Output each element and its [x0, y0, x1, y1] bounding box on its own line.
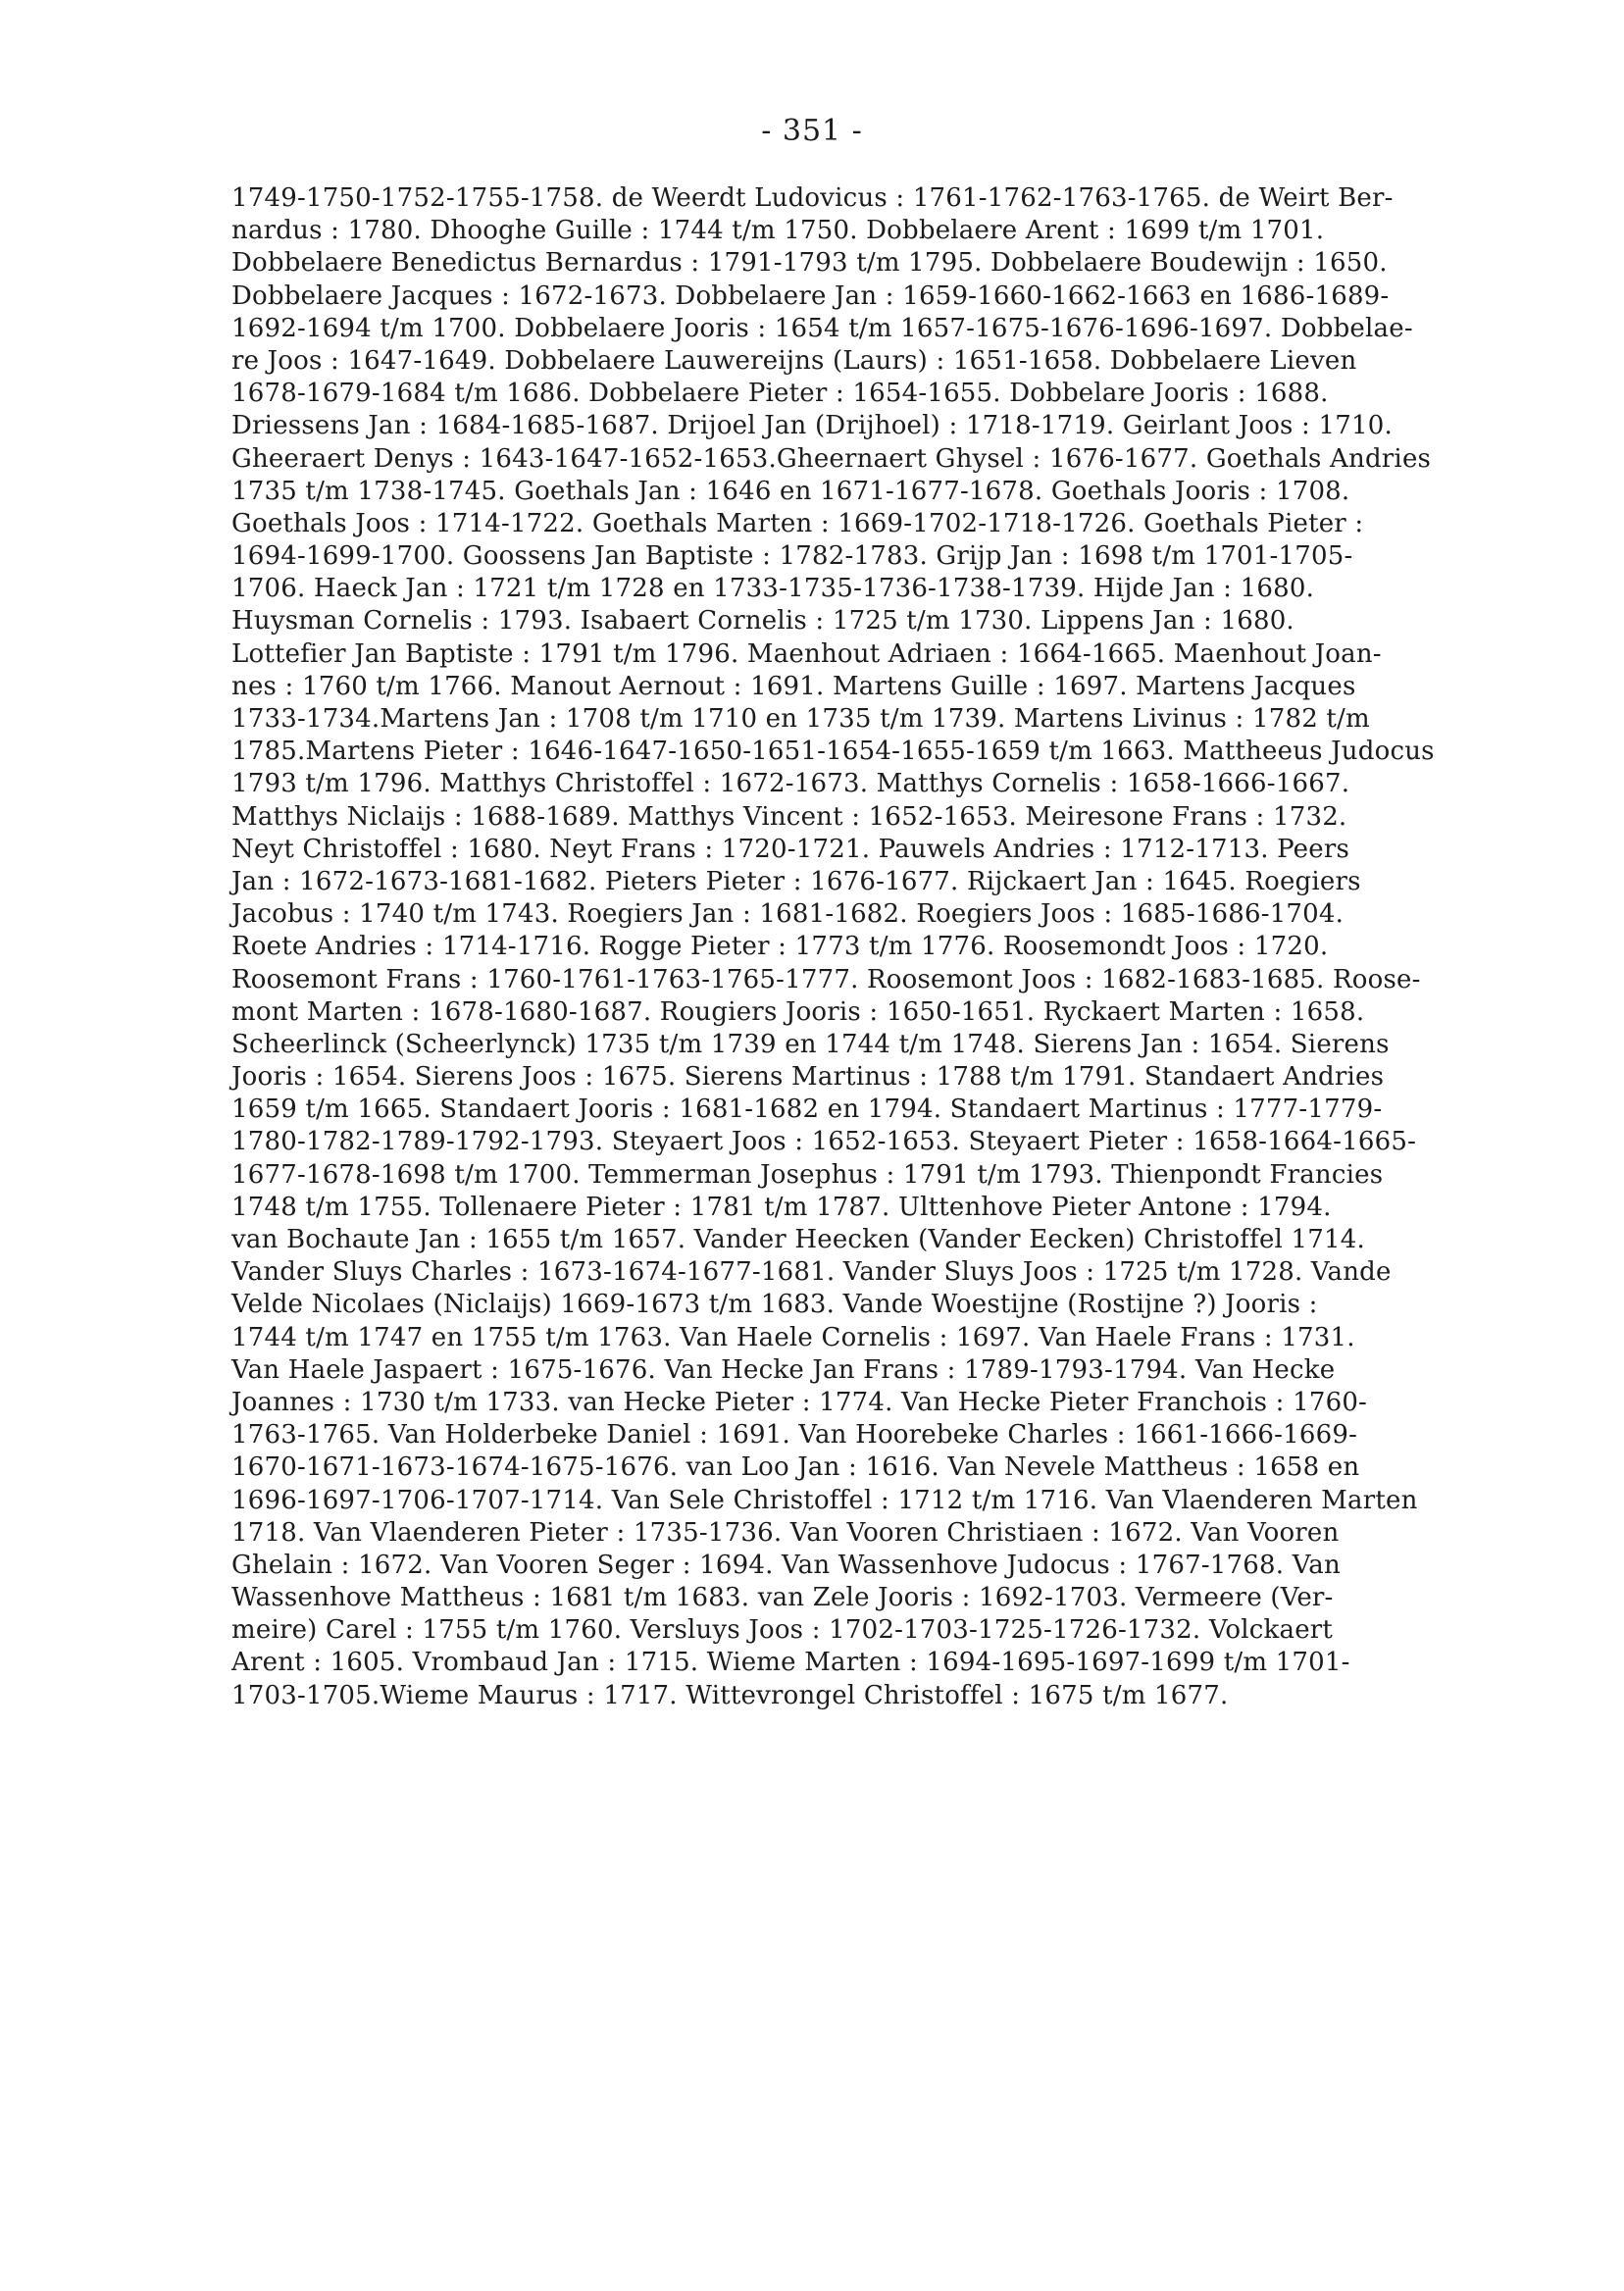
text-line: nes : 1760 t/m 1766. Manout Aernout : 1691. Martens Guille : 1697. Martens Jacques [231, 671, 1356, 701]
text-line: Velde Nicolaes (Niclaijs) 1669-1673 t/m 1683. Vande Woestijne (Rostijne ?) Jooris : [231, 1290, 1318, 1320]
text-line: 1670-1671-1673-1674-1675-1676. van Loo Jan : 1616. Van Nevele Mattheus : 1658 en [231, 1452, 1360, 1483]
text-line: 1677-1678-1698 t/m 1700. Temmerman Josephus : 1791 t/m 1793. Thienpondt Francies [231, 1159, 1384, 1190]
text-line: Dobbelaere Jacques : 1672-1673. Dobbelaere Jan : 1659-1660-1662-1663 en 1686-1689- [231, 280, 1390, 311]
text-line: nardus : 1780. Dhooghe Guille : 1744 t/m 1750. Dobbelaere Arent : 1699 t/m 1701. [231, 216, 1325, 246]
text-line: Wassenhove Mattheus : 1681 t/m 1683. van Zele Jooris : 1692-1703. Vermeere (Ver- [231, 1583, 1334, 1613]
text-line: Dobbelaere Benedictus Bernardus : 1791-1793 t/m 1795. Dobbelaere Boudewijn : 1650. [231, 248, 1388, 279]
body-text [231, 182, 1575, 1712]
text-line: 1706. Haeck Jan : 1721 t/m 1728 en 1733-1735-1736-1738-1739. Hijde Jan : 1680. [231, 574, 1315, 604]
text-line: 1780-1782-1789-1792-1793. Steyaert Joos : 1652-1653. Steyaert Pieter : 1658-1664-1665- [231, 1127, 1417, 1157]
text-line: 1733-1734.Martens Jan : 1708 t/m 1710 en 1735 t/m 1739. Martens Livinus : 1782 t/m [231, 704, 1370, 734]
text-line: 1785.Martens Pieter : 1646-1647-1650-1651-1654-1655-1659 t/m 1663. Mattheeus Judocus [231, 737, 1435, 767]
text-line: Lottefier Jan Baptiste : 1791 t/m 1796. Maenhout Adriaen : 1664-1665. Maenhout Joan- [231, 638, 1382, 669]
text-line: re Joos : 1647-1649. Dobbelaere Lauwereijns (Laurs) : 1651-1658. Dobbelaere Lieven [231, 345, 1357, 376]
text-line: Roosemont Frans : 1760-1761-1763-1765-1777. Roosemont Joos : 1682-1683-1685. Roose- [231, 964, 1421, 994]
text-line: Jooris : 1654. Sierens Joos : 1675. Sierens Martinus : 1788 t/m 1791. Standaert Andries [231, 1062, 1385, 1093]
text-line: 1659 t/m 1665. Standaert Jooris : 1681-1682 en 1794. Standaert Martinus : 1777-1779- [231, 1095, 1383, 1125]
text-line: 1692-1694 t/m 1700. Dobbelaere Jooris : 1654 t/m 1657-1675-1676-1696-1697. Dobbelae- [231, 313, 1413, 343]
text-line: 1678-1679-1684 t/m 1686. Dobbelaere Pieter : 1654-1655. Dobbelare Jooris : 1688. [231, 379, 1329, 409]
text-line: Joannes : 1730 t/m 1733. van Hecke Pieter : 1774. Van Hecke Pieter Franchois : 1760- [231, 1387, 1368, 1417]
text-line: 1718. Van Vlaenderen Pieter : 1735-1736. Van Vooren Christiaen : 1672. Van Vooren [231, 1517, 1340, 1548]
text-line: Arent : 1605. Vrombaud Jan : 1715. Wieme Marten : 1694-1695-1697-1699 t/m 1701- [231, 1648, 1350, 1678]
text-line: Matthys Niclaijs : 1688-1689. Matthys Vincent : 1652-1653. Meiresone Frans : 1732. [231, 801, 1347, 832]
text-line: 1694-1699-1700. Goossens Jan Baptiste : 1782-1783. Grijp Jan : 1698 t/m 1701-1705- [231, 541, 1353, 572]
text-line: Goethals Joos : 1714-1722. Goethals Marten : 1669-1702-1718-1726. Goethals Pieter : [231, 508, 1364, 538]
text-line: 1735 t/m 1738-1745. Goethals Jan : 1646 en 1671-1677-1678. Goethals Jooris : 1708. [231, 476, 1350, 506]
text-line: 1696-1697-1706-1707-1714. Van Sele Christoffel : 1712 t/m 1716. Van Vlaenderen Marten [231, 1485, 1418, 1515]
text-line: Vander Sluys Charles : 1673-1674-1677-1681. Vander Sluys Joos : 1725 t/m 1728. Vande [231, 1257, 1392, 1288]
text-line: Jacobus : 1740 t/m 1743. Roegiers Jan : 1681-1682. Roegiers Joos : 1685-1686-1704. [231, 899, 1345, 930]
text-line: Huysman Cornelis : 1793. Isabaert Cornelis : 1725 t/m 1730. Lippens Jan : 1680. [231, 606, 1294, 636]
text-line: 1744 t/m 1747 en 1755 t/m 1763. Van Haele Cornelis : 1697. Van Haele Frans : 1731. [231, 1322, 1355, 1352]
text-line: Van Haele Jaspaert : 1675-1676. Van Hecke Jan Frans : 1789-1793-1794. Van Hecke [231, 1354, 1336, 1385]
text-line: Jan : 1672-1673-1681-1682. Pieters Pieter : 1676-1677. Rijckaert Jan : 1645. Roegiers [231, 866, 1361, 896]
text-line: Neyt Christoffel : 1680. Neyt Frans : 1720-1721. Pauwels Andries : 1712-1713. Peers [231, 834, 1350, 864]
text-line: Driessens Jan : 1684-1685-1687. Drijoel Jan (Drijhoel) : 1718-1719. Geirlant Joos : 1710. [231, 411, 1393, 441]
text-line: 1703-1705.Wieme Maurus : 1717. Wittevrongel Christoffel : 1675 t/m 1677. [231, 1680, 1229, 1710]
text-line: meire) Carel : 1755 t/m 1760. Versluys Joos : 1702-1703-1725-1726-1732. Volckaert [231, 1615, 1334, 1646]
page-number: - 351 - [761, 114, 863, 148]
text-line: van Bochaute Jan : 1655 t/m 1657. Vander Heecken (Vander Eecken) Christoffel 1714. [231, 1225, 1365, 1254]
text-line: Scheerlinck (Scheerlynck) 1735 t/m 1739 en 1744 t/m 1748. Sierens Jan : 1654. Sierens [231, 1029, 1390, 1059]
text-line: Gheeraert Denys : 1643-1647-1652-1653.Gheernaert Ghysel : 1676-1677. Goethals Andries [231, 443, 1432, 474]
text-line: 1763-1765. Van Holderbeke Daniel : 1691. Van Hoorebeke Charles : 1661-1666-1669- [231, 1420, 1358, 1451]
text-line: 1749-1750-1752-1755-1758. de Weerdt Ludovicus : 1761-1762-1763-1765. de Weirt Ber- [231, 183, 1394, 213]
text-line: mont Marten : 1678-1680-1687. Rougiers Jooris : 1650-1651. Ryckaert Marten : 1658. [231, 996, 1365, 1027]
text-line: Ghelain : 1672. Van Vooren Seger : 1694. Van Wassenhove Judocus : 1767-1768. Van [231, 1550, 1341, 1580]
text-line: Roete Andries : 1714-1716. Rogge Pieter : 1773 t/m 1776. Roosemondt Joos : 1720. [231, 932, 1329, 962]
text-line: 1748 t/m 1755. Tollenaere Pieter : 1781 t/m 1787. Ulttenhove Pieter Antone : 1794. [231, 1192, 1332, 1222]
text-line: 1793 t/m 1796. Matthys Christoffel : 1672-1673. Matthys Cornelis : 1658-1666-1667. [231, 769, 1350, 799]
